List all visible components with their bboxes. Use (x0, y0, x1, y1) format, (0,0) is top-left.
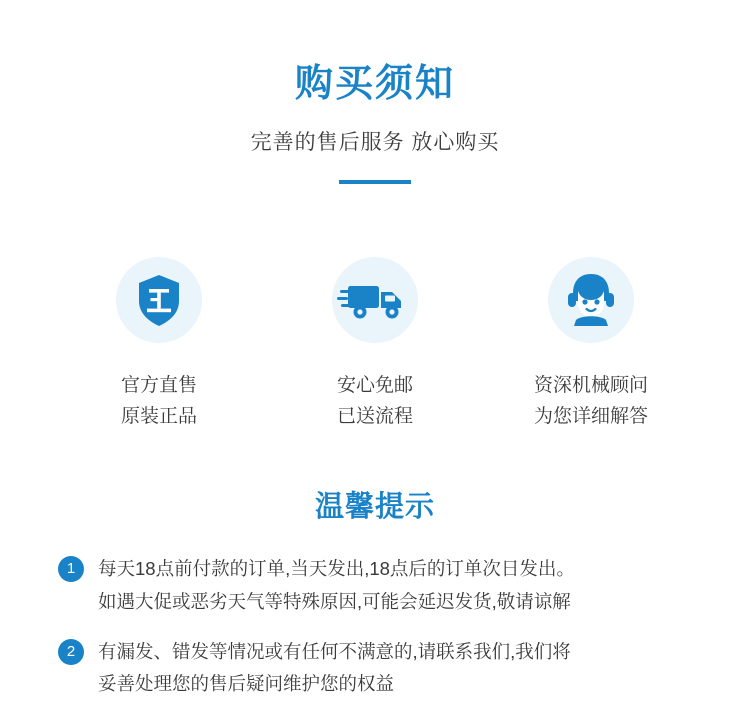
tip-text-1 (98, 553, 575, 618)
feature-item-free-shipping (267, 252, 483, 433)
feature-line-2: 为您详细解答 (533, 405, 648, 427)
tip-item-1 (58, 553, 698, 618)
feature-item-official-sale (51, 252, 267, 433)
tip-item-2 (58, 636, 698, 701)
shield-check-icon (51, 252, 267, 348)
tip-number-badge: 1 (58, 556, 84, 582)
tips-title: 温馨提示 (314, 491, 435, 524)
feature-item-consultant (483, 252, 699, 433)
customer-service-icon (483, 252, 699, 348)
tip-line-2: 如遇大促或恶劣天气等特殊原因,可能会延迟发货,敬请谅解 (98, 590, 571, 612)
delivery-truck-icon (267, 252, 483, 348)
feature-list (0, 252, 750, 433)
feature-text-official-sale (51, 370, 267, 433)
feature-line-1: 安心免邮 (336, 374, 413, 396)
feature-text-free-shipping (267, 370, 483, 433)
tip-line-1: 每天18点前付款的订单,当天发出,18点后的订单次日发出。 (98, 558, 575, 580)
feature-line-2: 已送流程 (336, 405, 413, 427)
feature-text-consultant (483, 370, 699, 433)
feature-line-1: 官方直售 (120, 374, 197, 396)
page-subtitle: 完善的售后服务 放心购买 (250, 130, 500, 154)
tip-line-1: 有漏发、错发等情况或有任何不满意的,请联系我们,我们将 (98, 641, 571, 663)
feature-line-1: 资深机械顾问 (533, 374, 648, 396)
tip-number-badge: 2 (58, 639, 84, 665)
title-divider (339, 180, 411, 184)
tips-list (0, 553, 750, 701)
tip-text-2 (98, 636, 571, 701)
feature-line-2: 原装正品 (120, 405, 197, 427)
tip-line-2: 妥善处理您的售后疑问维护您的权益 (98, 673, 395, 695)
page-title: 购买须知 (294, 63, 455, 105)
page-header (0, 0, 750, 184)
